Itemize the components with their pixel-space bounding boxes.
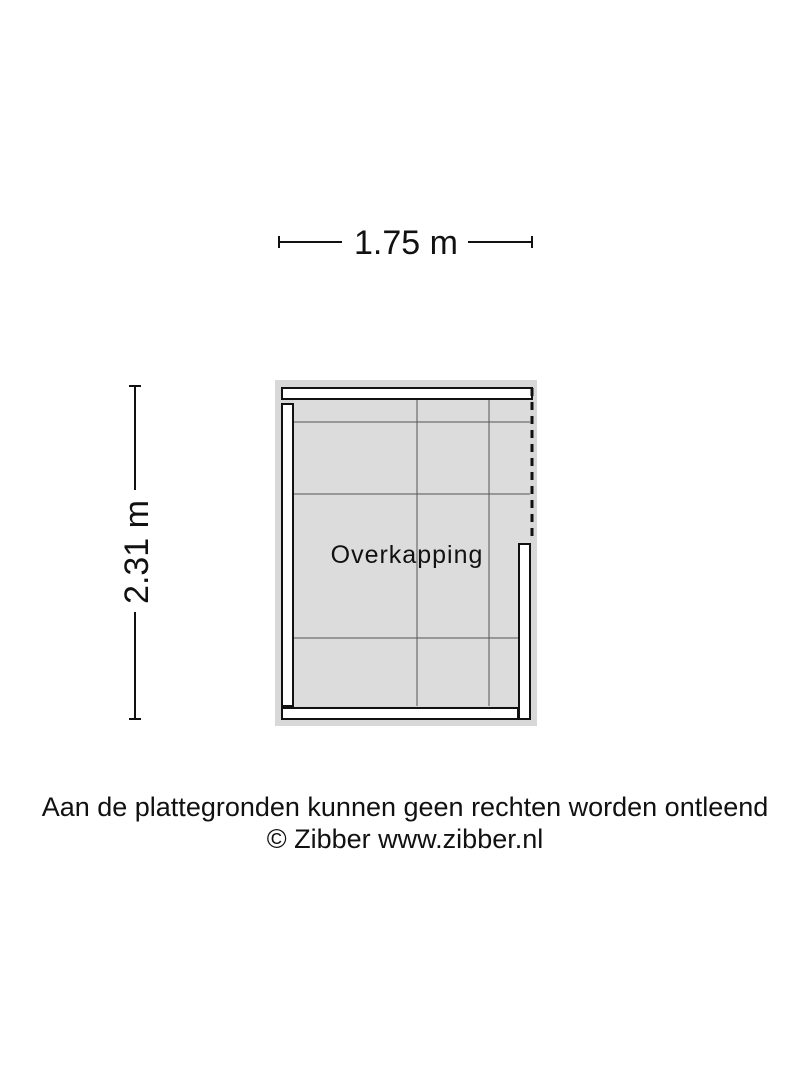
disclaimer-text: Aan de plattegronden kunnen geen rechten worden ontleend (41, 792, 769, 822)
room-overkapping (275, 380, 537, 726)
wall-right (519, 544, 530, 719)
width-dimension (279, 224, 532, 262)
height-label: 2.31 m (118, 500, 156, 604)
height-dimension (118, 386, 156, 719)
room-label: Overkapping (330, 541, 484, 569)
width-label: 1.75 m (354, 224, 458, 262)
copyright-text: © Zibber www.zibber.nl (266, 824, 544, 854)
wall-bottom (282, 708, 518, 719)
wall-left (282, 404, 293, 706)
wall-top (282, 388, 532, 399)
